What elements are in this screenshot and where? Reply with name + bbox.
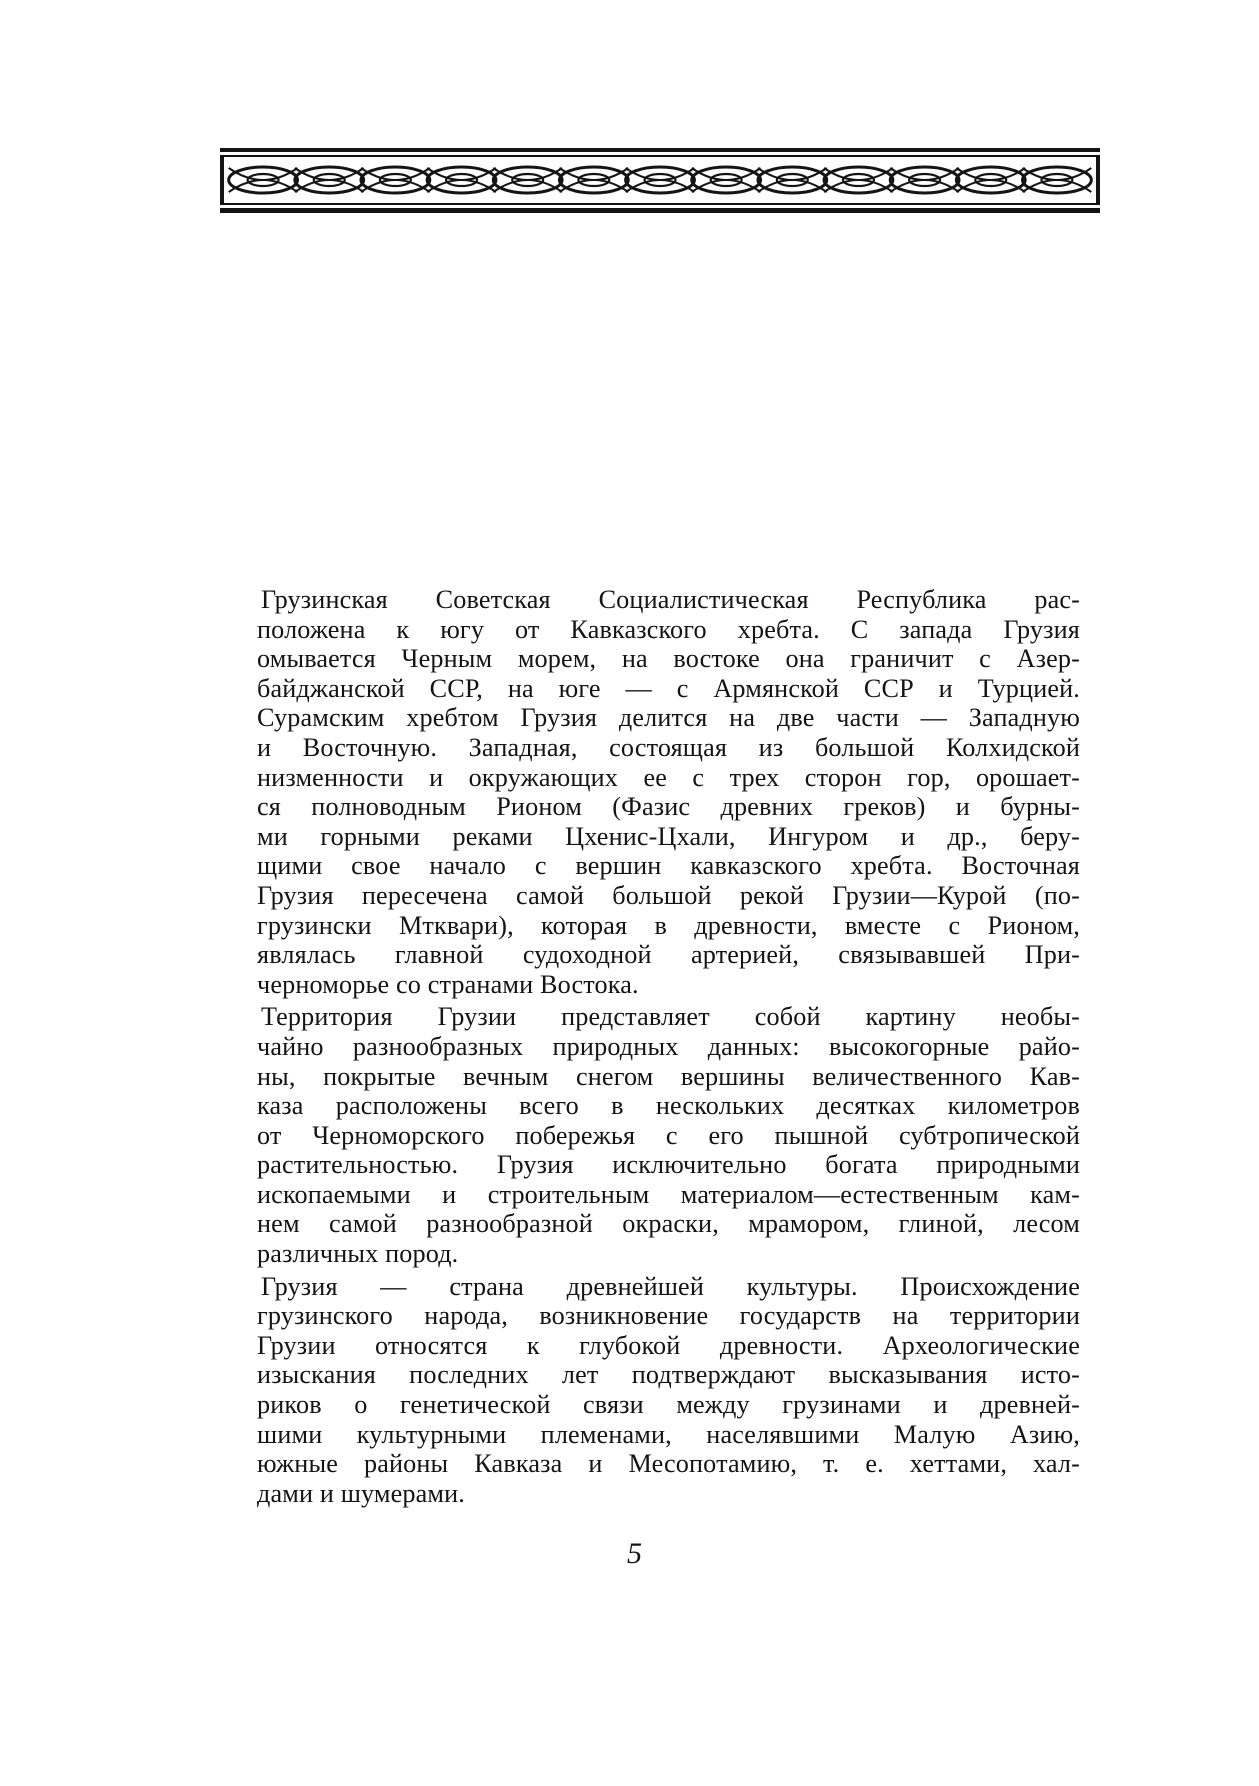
text-line: от Черноморского побережья с его пышной субтропической bbox=[257, 1120, 1080, 1150]
text-line: Территория Грузии представляет собой картину необы- bbox=[261, 1002, 1080, 1032]
text-line: чайно разнообразных природных данных: высокогорные райо- bbox=[257, 1031, 1080, 1061]
text-line: Сурамским хребтом Грузия делится на две части — Западную bbox=[257, 703, 1080, 733]
text-line: изыскания последних лет подтверждают высказывания исто- bbox=[257, 1360, 1080, 1390]
text-line: омывается Черным морем, на востоке она граничит с Азер- bbox=[257, 644, 1080, 674]
text-line: растительностью. Грузия исключительно богата природными bbox=[257, 1150, 1080, 1180]
text-line: байджанской ССР, на юге — с Армянской ССР и Турцией. bbox=[257, 673, 1080, 703]
text-line: положена к югу от Кавказского хребта. С запада Грузия bbox=[257, 614, 1080, 644]
page-number: 5 bbox=[627, 1537, 642, 1570]
text-line: Грузинская Советская Социалистическая Республика рас- bbox=[261, 585, 1080, 614]
text-line: ми горными реками Цхенис-Цхали, Ингуром и др., беру- bbox=[257, 821, 1080, 851]
text-line: нем самой разнообразной окраски, мрамором, глиной, лесом bbox=[257, 1209, 1080, 1239]
paragraph-1 bbox=[257, 585, 1080, 999]
ornamental-border-icon bbox=[220, 148, 1100, 214]
text-line: являлась главной судоходной артерией, связывавшей При- bbox=[257, 940, 1080, 970]
article-body bbox=[257, 585, 1080, 1508]
text-line: и Восточную. Западная, состоящая из большой Колхидской bbox=[257, 732, 1080, 762]
text-line: грузински Мтквари), которая в древности, вместе с Рионом, bbox=[257, 910, 1080, 940]
text-line: Грузия пересечена самой большой рекой Грузии—Курой (по- bbox=[257, 880, 1080, 910]
paragraph-2 bbox=[257, 1002, 1080, 1268]
paragraph-3 bbox=[257, 1272, 1080, 1509]
text-line: грузинского народа, возникновение государств на территории bbox=[257, 1301, 1080, 1331]
text-line: ны, покрытые вечным снегом вершины величественного Кав- bbox=[257, 1061, 1080, 1091]
text-line: риков о генетической связи между грузинами и древней- bbox=[257, 1390, 1080, 1420]
text-line: черноморье со странами Востока. bbox=[257, 969, 639, 999]
text-line: каза расположены всего в нескольких десятках километров bbox=[257, 1091, 1080, 1121]
text-line: щими свое начало с вершин кавказского хребта. Восточная bbox=[257, 851, 1080, 881]
text-line: Грузии относятся к глубокой древности. Археологические bbox=[257, 1330, 1080, 1360]
text-line: шими культурными племенами, населявшими Малую Азию, bbox=[257, 1419, 1080, 1449]
text-line: низменности и окружающих ее с трех сторон гор, орошает- bbox=[257, 762, 1080, 792]
text-line: Грузия — страна древнейшей культуры. Происхождение bbox=[261, 1271, 1080, 1301]
text-line: различных пород. bbox=[257, 1239, 459, 1269]
text-line: ся полноводным Рионом (Фазис древних греков) и бурны- bbox=[257, 792, 1080, 822]
text-line: ископаемыми и строительным материалом—естественным кам- bbox=[257, 1179, 1080, 1209]
text-line: дами и шумерами. bbox=[257, 1478, 465, 1508]
text-line: южные районы Кавказа и Месопотамию, т. е. хеттами, хал- bbox=[257, 1449, 1080, 1479]
